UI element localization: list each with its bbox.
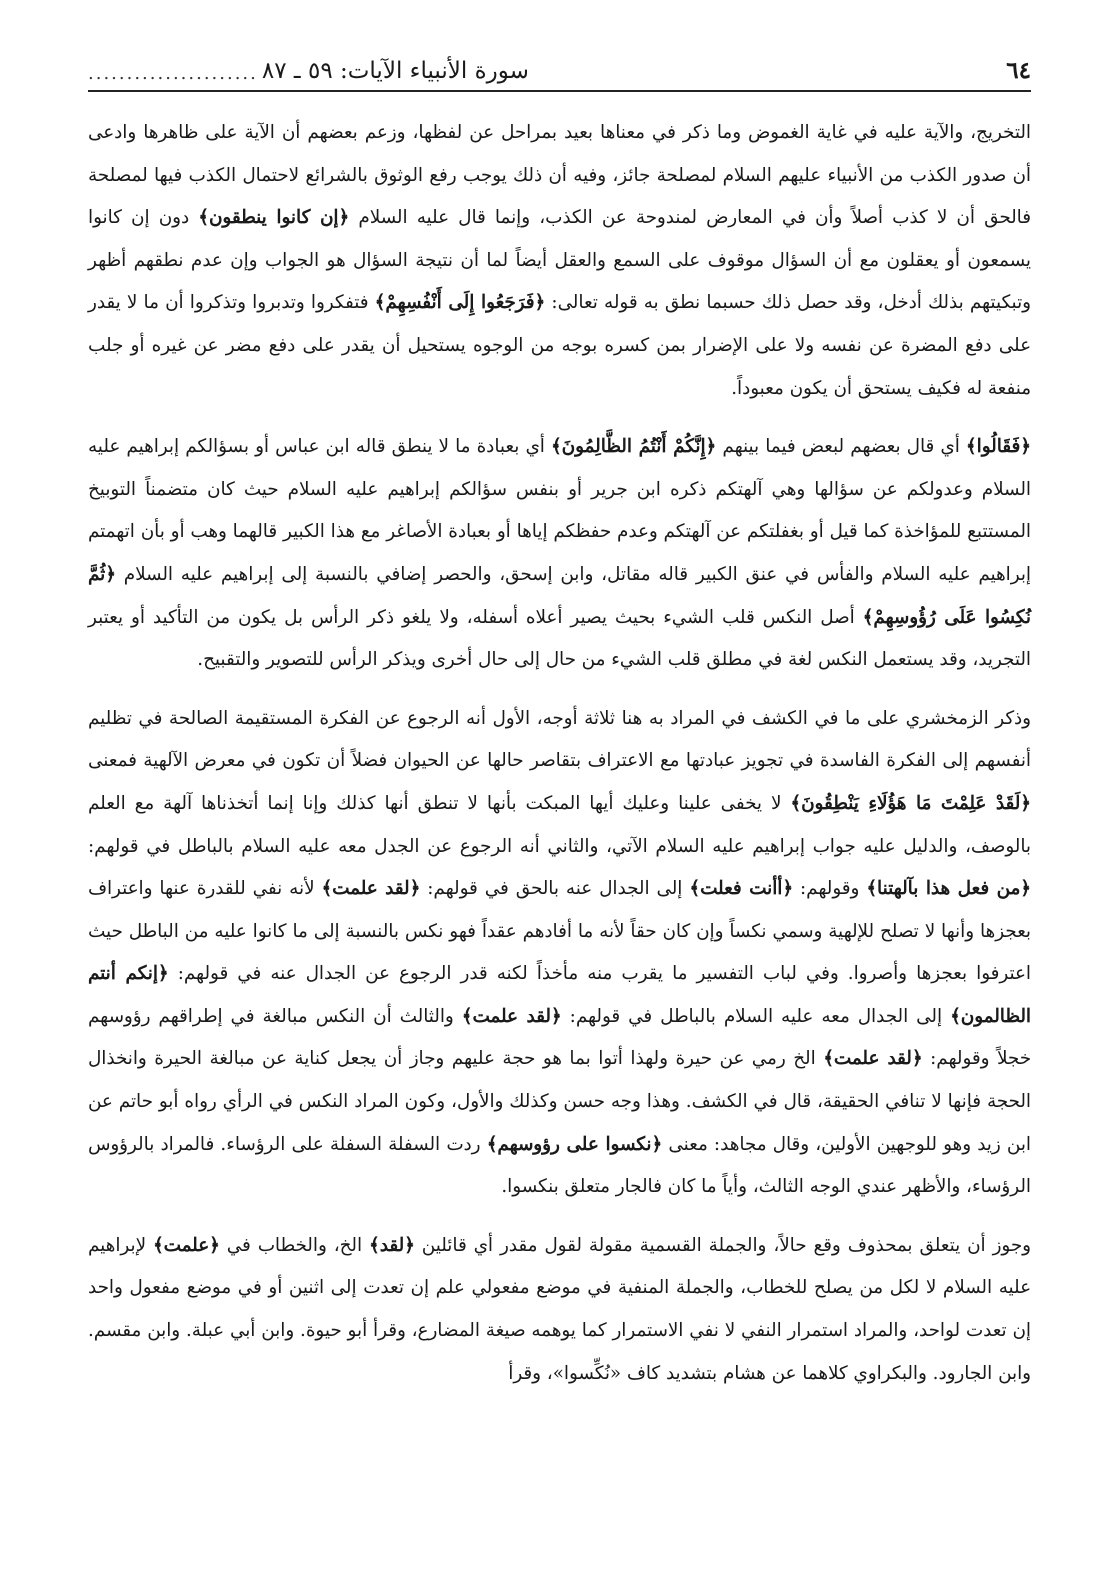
text-run: أي بعبادة ما لا ينطق قاله ابن عباس أو بسؤالكم إبراهيم عليه السلام وعدولكم عن سؤالها وهي آلهتكم ذكره ابن جرير أو بنفس سؤالكم إبراهيم عليه السلام حيث كان متضمناً التوبيخ المستتبع للمؤاخذة كما قيل أو بغفلتكم عن آلهتكم وعدم حفظكم إياها أو بعبادة الأصاغر مع هذا الكبير قالهما وهب أو بأن اتهمتم إبراهيم عليه السلام والفأس في عنق الكبير قاله مقاتل، وابن إسحق، والحصر إضافي بالنسبة إلى إبراهيم عليه السلام <box>88 436 1031 585</box>
paragraph <box>88 426 1031 682</box>
quranic-quote: ﴿فَقَالُوا﴾ <box>965 436 1031 458</box>
text-run: والثالث أن النكس مبالغة في إطراقهم رؤوسهم خجلاً وقولهم: <box>88 1005 1031 1070</box>
quranic-quote: ﴿ثُمَّ نُكِسُوا عَلَى رُؤُوسِهِمْ﴾ <box>88 563 1031 628</box>
quranic-quote: ﴿إن كانوا ينطقون﴾ <box>198 207 350 229</box>
leader-dots: ...................... <box>88 63 258 84</box>
quranic-quote: ﴿لقد﴾ <box>369 1234 415 1256</box>
text-run: وذكر الزمخشري على ما في الكشف في المراد به هنا ثلاثة أوجه، الأول أنه الرجوع عن الفكرة المستقيمة الصالحة في تظليم أنفسهم إلى الفكرة الفاسدة في تجويز عبادتها مع الاعتراف بتقاصر حالها عن الحيوان فضلاً أن تكون في معرض الآلهية فمعنى <box>88 707 1031 772</box>
running-title-group <box>88 58 529 84</box>
quranic-quote: ﴿لَقَدْ عَلِمْتَ مَا هَؤُلَاءِ يَنْطِقُونَ﴾ <box>790 792 1031 814</box>
text-run: التخريج، والآية عليه في غاية الغموض وما ذكر في معناها بعيد بمراحل عن لفظها، وزعم بعضهم أن الآية على ظاهرها وادعى أن صدور الكذب من الأنبياء عليهم السلام لمصلحة جائز، وفيه أن ذلك يوجب رفع الوثوق بالشرائع لاحتمال الكذب فيها لمصلحة فالحق أن لا كذب أصلاً وأن في المعارض لمندوحة عن الكذب، وإنما قال عليه السلام <box>88 122 1031 229</box>
document-page <box>88 48 1031 1553</box>
page-number: ٦٤ <box>1006 57 1031 84</box>
quranic-quote: ﴿لقد علمت﴾ <box>823 1048 923 1070</box>
text-run: دون إن كانوا يسمعون أو يعقلون مع أن السؤال موقوف على السمع والعقل أيضاً لما أن نتيجة السؤال هو الجواب وإن عدم نطقهم أظهر وتبكيتهم بذلك أدخل، وقد حصل ذلك حسبما نطق به قوله تعالى: <box>88 207 1031 314</box>
text-run: الخ، والخطاب في <box>219 1234 370 1256</box>
page-header <box>88 48 1031 92</box>
text-run: أي قال بعضهم لبعض فيما بينهم <box>716 436 966 458</box>
text-run: إلى الجدال معه عليه السلام بالباطل في قولهم: <box>561 1005 951 1027</box>
paragraph <box>88 112 1031 410</box>
quranic-quote: ﴿علمت﴾ <box>152 1234 220 1256</box>
quranic-quote: ﴿لقد علمت﴾ <box>321 878 421 900</box>
quranic-quote: ﴿إِنَّكُمْ أَنْتُمُ الظَّالِمُونَ﴾ <box>550 436 717 458</box>
page-body <box>88 112 1031 1395</box>
text-run: لا يخفى علينا وعليك أيها المبكت بأنها لا تنطق أنها كذلك وإنا إنما أتخذناها آلهة مع العلم بالوصف، والدليل عليه جواب إبراهيم عليه السلام الآتي، والثاني أنه الرجوع عن الجدل معه عليه السلام بالباطل في قولهم: <box>88 792 1031 857</box>
paragraph <box>88 698 1031 1209</box>
text-run: الخ رمي عن حيرة ولهذا أتوا بما هو حجة عليهم وجاز أن يجعل كناية عن مبالغة الحيرة وانخذال الحجة فإنها لا تنافي الحقيقة، قال في الكشف. وهذا وجه حسن وكذلك والأول، وكون المراد النكس في الرأي رواه أبو حاتم عن ابن زيد وهو للوجهين الأولين، وقال مجاهد: معنى <box>88 1048 1031 1155</box>
quranic-quote: ﴿فَرَجَعُوا إِلَى أَنْفُسِهِمْ﴾ <box>374 292 546 314</box>
quranic-quote: ﴿من فعل هذا بآلهتنا﴾ <box>866 878 1031 900</box>
text-run: ردت السفلة السفلة على الرؤساء. فالمراد بالرؤوس الرؤساء، والأظهر عندي الوجه الثالث، وأياً ما كان فالجار متعلق بنكسوا. <box>88 1133 1031 1198</box>
text-run: أصل النكس قلب الشيء بحيث يصير أعلاه أسفله، ولا يلغو ذكر الرأس بل يكون من التأكيد أو يعتبر التجريد، وقد يستعمل النكس لغة في مطلق قلب الشيء من حال إلى حال أخرى ويذكر الرأس للتصوير والتقبيح. <box>88 606 1031 671</box>
quranic-quote: ﴿أأنت فعلت﴾ <box>689 878 794 900</box>
quranic-quote: ﴿نكسوا على رؤوسهم﴾ <box>486 1133 663 1155</box>
text-run: وقولهم: <box>793 878 867 900</box>
text-run: لإبراهيم عليه السلام لا لكل من يصلح للخطاب، والجملة المنفية في موضع مفعولي علم إن تعدت إلى اثنين أو في موضع مفعول واحد إن تعدت لواحد، والمراد استمرار النفي لا نفي الاستمرار كما يوهمه صيغة المضارع، وقرأ أبو حيوة. وابن أبي عبلة. وابن مقسم. وابن الجارود. والبكراوي كلاهما عن هشام بتشديد كاف «نُكِّسوا»، وقرأ <box>88 1234 1031 1384</box>
text-run: لأنه نفي للقدرة عنها واعتراف بعجزها وأنها لا تصلح للإلهية وسمي نكساً وإن كان حقاً لأنه ما أفادهم عقداً فهو نكس بالنسبة إلى ما كانوا عليه من الباطل حيث اعترفوا بعجزها وأصروا. وفي لباب التفسير ما يقرب منه مأخذاً لكنه قدر الرجوع عن الجدال عنه في قولهم: <box>88 878 1031 985</box>
text-run: وجوز أن يتعلق بمحذوف وقع حالاً، والجملة القسمية مقولة لقول مقدر أي قائلين <box>414 1234 1031 1256</box>
quranic-quote: ﴿إنكم أنتم الظالمون﴾ <box>88 963 1031 1027</box>
paragraph <box>88 1225 1031 1395</box>
running-title: سورة الأنبياء الآيات: ٥٩ ـ ٨٧ <box>261 58 529 84</box>
text-run: إلى الجدال عنه بالحق في قولهم: <box>420 878 690 900</box>
quranic-quote: ﴿لقد علمت﴾ <box>461 1005 562 1027</box>
text-run: فتفكروا وتدبروا وتذكروا أن ما لا يقدر على دفع المضرة عن نفسه ولا على الإضرار بمن كسره بوجه من الوجوه يستحيل أن يقدر على دفع مضر عن غيره أو جلب منفعة له فكيف يستحق أن يكون معبوداً. <box>88 292 1031 399</box>
